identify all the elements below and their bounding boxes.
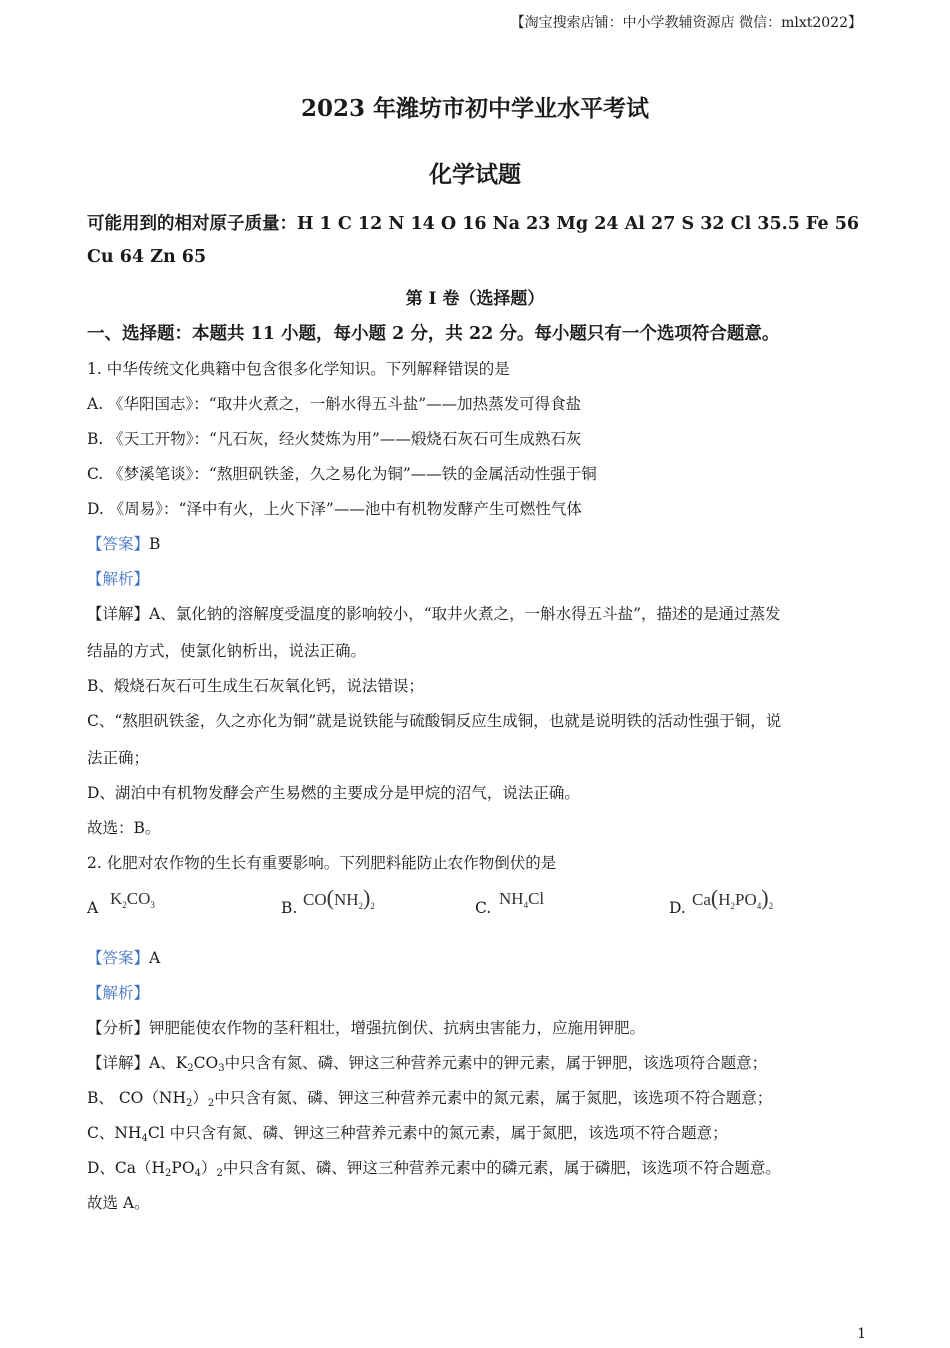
q1-option-d: D. 《周易》：“泽中有火，上火下泽”——池中有机物发酵产生可燃性气体 <box>87 500 582 518</box>
q2-option-a-formula: $K_2CO_3$ <box>110 889 155 910</box>
q1-option-a: A. 《华阳国志》：“取井火煮之，一斛水得五斗盐”——加热蒸发可得食盐 <box>87 395 582 413</box>
q2-analysis-label: 【解析】 <box>87 984 150 1002</box>
subject-title: 化学试题 <box>429 161 521 188</box>
q1-conclusion: 故选：B。 <box>87 819 161 837</box>
detail-label: 【详解】 <box>87 1054 150 1072</box>
q1-answer <box>87 532 160 554</box>
fenxi-text: 钾肥能使农作物的茎秆粗壮，增强抗倒伏、抗病虫害能力，应施用钾肥。 <box>149 1019 646 1037</box>
q2-option-a-letter: A <box>87 899 99 917</box>
q2-detail-d: D、$Ca(H_2PO_4)_2$中只含有氮、磷、钾这三种营养元素中的磷元素，属于磷肥，该选项不符合题意。 <box>87 1159 781 1179</box>
fenxi-label: 【分析】 <box>87 1019 150 1037</box>
q2-detail-a: 【详解】A、$K_2CO_3$中只含有氮、磷、钾这三种营养元素中的钾元素，属于钾肥，该选项符合题意； <box>87 1054 768 1074</box>
answer-value: A <box>149 949 161 967</box>
q2-detail-b: B、 $CO(NH_2)_2$中只含有氮、磷、钾这三种营养元素中的氮元素，属于氮肥，该选项不符合题意； <box>87 1089 773 1109</box>
detail-c-post: Cl 中只含有氮、磷、钾这三种营养元素中的氮元素，属于氮肥，该选项不符合题意； <box>147 1124 728 1142</box>
q2-option-d-formula: $Ca(H_2PO_4)_2$ <box>692 885 774 911</box>
q2-option-b-formula: $CO(NH_2)_2$ <box>303 885 375 911</box>
q1-detail-d: D、湖泊中有机物发酵会产生易燃的主要成分是甲烷的沼气，说法正确。 <box>87 784 580 802</box>
q1-detail-c2: 法正确； <box>87 749 150 767</box>
q1-detail-2: 结晶的方式，使氯化钠析出，说法正确。 <box>87 642 367 660</box>
answer-label: 【答案】 <box>87 949 150 967</box>
q2-answer <box>87 946 160 968</box>
page-title: 2023 年潍坊市初中学业水平考试 <box>300 95 650 122</box>
answer-label: 【答案】 <box>87 535 150 553</box>
q1-analysis-label: 【解析】 <box>87 570 150 588</box>
answer-value: B <box>149 535 161 553</box>
q2-conclusion: 故选 A。 <box>87 1194 150 1212</box>
detail-d-post: 中只含有氮、磷、钾这三种营养元素中的磷元素，属于磷肥，该选项不符合题意。 <box>222 1159 781 1177</box>
q1-stem: 1. 中华传统文化典籍中包含很多化学知识。下列解释错误的是 <box>87 360 510 378</box>
detail-d-pre: D、Ca（H <box>87 1159 166 1177</box>
q2-stem: 2. 化肥对农作物的生长有重要影响。下列肥料能防止农作物倒伏的是 <box>87 854 557 872</box>
q1-option-b: B. 《天工开物》：“凡石灰，经火焚炼为用”——煅烧石灰石可生成熟石灰 <box>87 430 582 448</box>
detail-a-pre: A、K <box>149 1054 188 1072</box>
q2-option-c-formula: $NH_4Cl$ <box>499 889 545 910</box>
q2-detail-c: C、$NH_4Cl$ 中只含有氮、磷、钾这三种营养元素中的氮元素，属于氮肥，该选项不符合题意； <box>87 1124 728 1144</box>
q1-detail-b: B、煅烧石灰石可生成生石灰氧化钙，说法错误； <box>87 677 424 695</box>
detail-b-pre: B、 CO（NH <box>87 1089 186 1107</box>
detail-c-pre: C、NH <box>87 1124 142 1142</box>
q2-option-d-letter: D. <box>669 899 686 917</box>
q1-detail-1 <box>87 602 781 624</box>
volume-title: 第 I 卷（选择题） <box>405 289 545 309</box>
detail-b-post: 中只含有氮、磷、钾这三种营养元素中的氮元素，属于氮肥，该选项不符合题意； <box>214 1089 773 1107</box>
detail-a-post: 中只含有氮、磷、钾这三种营养元素中的钾元素，属于钾肥，该选项符合题意； <box>224 1054 768 1072</box>
page-number: 1 <box>857 1326 866 1342</box>
header-note: 【淘宝搜索店铺：中小学教辅资源店 微信：mlxt2022】 <box>510 15 862 31</box>
atomic-mass-line-1: 可能用到的相对原子质量：H 1 C 12 N 14 O 16 Na 23 Mg 24 Al 27 S 32 Cl 35.5 Fe 56 <box>87 214 860 234</box>
q2-fenxi <box>87 1016 645 1038</box>
q2-option-c-letter: C. <box>475 899 492 917</box>
q1-option-c: C. 《梦溪笔谈》：“熬胆矾铁釜，久之易化为铜”——铁的金属活动性强于铜 <box>87 465 597 483</box>
q1-detail-c1: C、“熬胆矾铁釜，久之亦化为铜”就是说铁能与硫酸铜反应生成铜，也就是说明铁的活动性强于铜，说 <box>87 712 782 730</box>
atomic-mass-line-2: Cu 64 Zn 65 <box>87 247 207 267</box>
detail-label: 【详解】 <box>87 605 150 623</box>
detail-text: A、氯化钠的溶解度受温度的影响较小，“取井火煮之，一斛水得五斗盐”，描述的是通过蒸发 <box>149 605 781 623</box>
section-title: 一、选择题：本题共 11 小题，每小题 2 分，共 22 分。每小题只有一个选项符合题意。 <box>87 324 780 344</box>
q2-option-b-letter: B. <box>281 899 298 917</box>
